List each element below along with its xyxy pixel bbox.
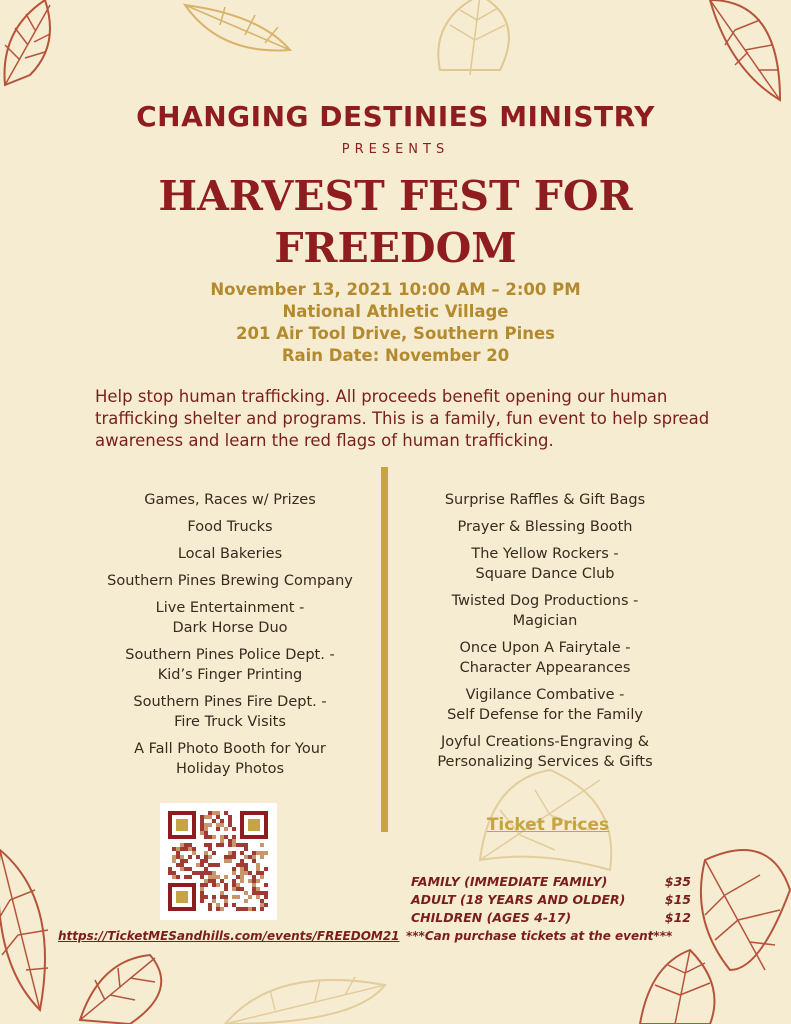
event-venue: National Athletic Village: [282, 302, 509, 321]
activity-line: Prayer & Blessing Booth: [457, 519, 633, 535]
activity-line: Dark Horse Duo: [172, 620, 288, 636]
autumn-leaf-icon: [215, 965, 395, 1024]
activity-line: Once Upon A Fairytale -: [459, 640, 631, 656]
presents-label: PRESENTS: [341, 142, 450, 157]
event-datetime: November 13, 2021 10:00 AM – 2:00 PM: [210, 280, 581, 299]
activity-line: Southern Pines Fire Dept. -: [133, 694, 327, 710]
event-description: Help stop human trafficking. All proceeds benefit opening our human trafficking shelter and programs. This is a family, fun event to help spread awareness and learn the red flags of human trafficking.: [95, 387, 710, 450]
ticket-price-value: $15: [664, 892, 691, 907]
activity-item: [405, 638, 685, 678]
autumn-leaf-icon: [690, 0, 791, 110]
organization-name: CHANGING DESTINIES MINISTRY: [136, 100, 655, 133]
activity-line: Kid’s Finger Printing: [157, 667, 303, 683]
activity-line: Local Bakeries: [177, 546, 283, 562]
activity-item: [90, 517, 370, 537]
ticket-prices-heading: Ticket Prices: [486, 815, 610, 835]
autumn-leaf-icon: [420, 0, 540, 80]
activity-line: Joyful Creations-Engraving &: [440, 734, 650, 750]
activity-item: [405, 490, 685, 510]
activity-item: [90, 490, 370, 510]
ticket-price-row: [411, 891, 691, 909]
autumn-leaf-icon: [70, 950, 200, 1024]
activity-line: A Fall Photo Booth for Your: [134, 741, 326, 757]
ticket-type-label: FAMILY (IMMEDIATE FAMILY): [411, 874, 608, 889]
activity-line: Fire Truck Visits: [174, 714, 286, 730]
event-title: [0, 170, 791, 274]
ticket-type-label: ADULT (18 YEARS AND OLDER): [411, 892, 626, 907]
autumn-leaf-icon: [630, 945, 730, 1024]
event-address: 201 Air Tool Drive, Southern Pines: [235, 324, 555, 343]
activity-item: [405, 591, 685, 631]
activity-line: Southern Pines Police Dept. -: [125, 647, 335, 663]
ticket-purchase-note: ***Can purchase tickets at the event***: [406, 929, 673, 943]
activity-line: Live Entertainment -: [155, 600, 305, 616]
ticket-price-value: $35: [664, 874, 691, 889]
activity-line: Vigilance Combative -: [465, 687, 625, 703]
activity-item: [405, 732, 685, 772]
activity-item: [90, 739, 370, 779]
ticket-price-row: [411, 873, 691, 891]
activity-line: Magician: [512, 613, 578, 629]
event-title-line2: FREEDOM: [274, 224, 517, 272]
activity-item: [405, 685, 685, 725]
activity-line: Twisted Dog Productions -: [451, 593, 639, 609]
activity-line: The Yellow Rockers -: [471, 546, 619, 562]
activities-right-column: [405, 490, 685, 779]
ticket-price-value: $12: [664, 910, 691, 925]
activity-item: [90, 571, 370, 591]
activity-line: Square Dance Club: [475, 566, 615, 582]
activity-line: Self Defense for the Family: [447, 707, 643, 723]
activity-item: [405, 544, 685, 584]
activity-item: [90, 645, 370, 685]
activity-item: [90, 598, 370, 638]
event-rain-date: Rain Date: November 20: [281, 346, 510, 365]
ticket-type-label: CHILDREN (AGES 4-17): [411, 910, 572, 925]
activity-line: Holiday Photos: [175, 761, 285, 777]
activity-line: Personalizing Services & Gifts: [437, 754, 653, 770]
autumn-leaf-icon: [0, 0, 100, 100]
activity-line: Games, Races w/ Prizes: [144, 492, 316, 508]
activity-item: [90, 692, 370, 732]
activity-line: Food Trucks: [187, 519, 273, 535]
autumn-leaf-icon: [180, 0, 310, 65]
activity-line: Character Appearances: [459, 660, 631, 676]
ticket-price-row: [411, 909, 691, 927]
ticket-price-list: [411, 873, 691, 927]
ticket-url-link[interactable]: https://TicketMESandhills.com/events/FREEDOM21: [58, 929, 400, 943]
event-title-line1: HARVEST FEST FOR: [158, 172, 633, 220]
event-details: [0, 279, 791, 367]
column-divider: [381, 467, 388, 832]
qr-code-icon: [160, 803, 277, 920]
activity-line: Surprise Raffles & Gift Bags: [444, 492, 646, 508]
activity-line: Southern Pines Brewing Company: [107, 573, 353, 589]
activities-left-column: [90, 490, 370, 786]
activity-item: [405, 517, 685, 537]
activity-item: [90, 544, 370, 564]
